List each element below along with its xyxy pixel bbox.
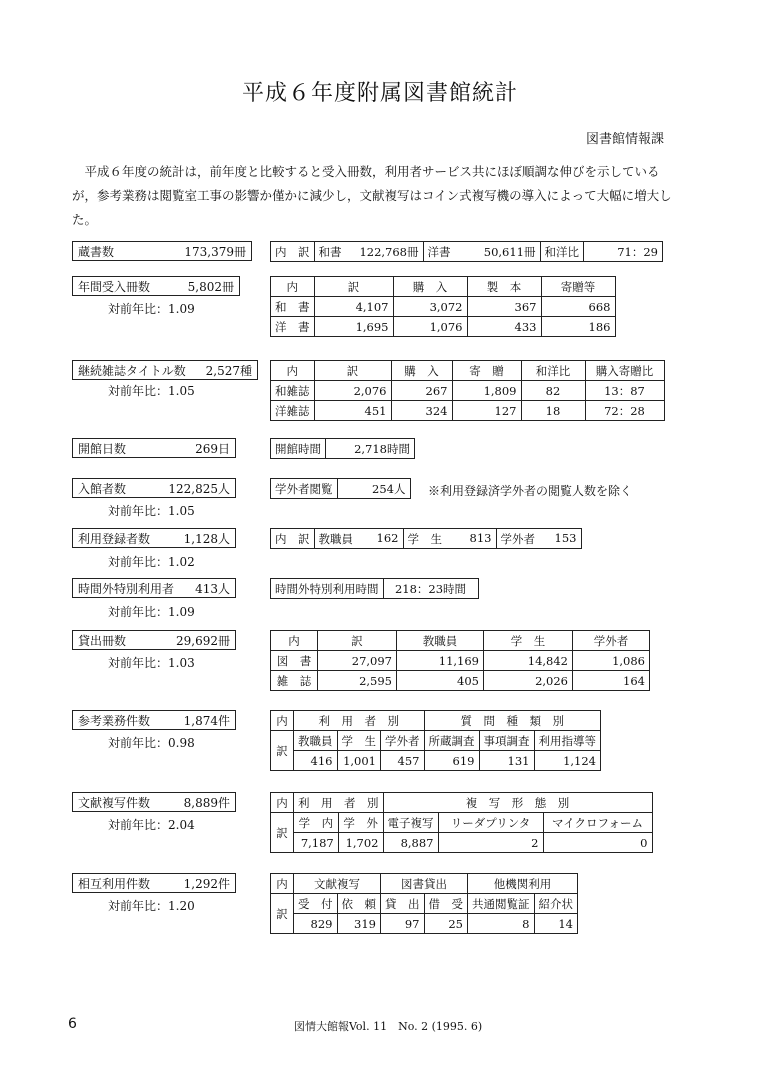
- table-cell: 14: [534, 914, 578, 934]
- header-cell: 購 入: [391, 361, 452, 381]
- holdings-breakdown-table: [270, 241, 663, 262]
- row-label: 洋 書: [271, 317, 315, 337]
- after-hours-time-label: 時間外特別利用時間: [271, 579, 384, 599]
- table-cell: 72：28: [585, 401, 664, 421]
- reference-yoy: 対前年比：0.98: [108, 736, 195, 750]
- header-cell: 受 付: [294, 894, 338, 914]
- table-cell: 319: [337, 914, 381, 934]
- table-cell: 131: [479, 751, 534, 771]
- table-cell: 1,124: [534, 751, 601, 771]
- table-cell: 416: [294, 751, 338, 771]
- page-title: 平成６年度附属図書館統計: [241, 81, 518, 106]
- header-cell: 所蔵調査: [424, 731, 479, 751]
- journals-box: [72, 360, 258, 380]
- yo-label: 洋書: [427, 244, 451, 259]
- table-cell: 8: [468, 914, 535, 934]
- group-header: 複 写 形 態 別: [383, 793, 652, 813]
- yo-value: 50,611冊: [483, 244, 536, 259]
- registered-yoy: 対前年比：1.02: [108, 555, 195, 569]
- row-label: 和雑誌: [271, 381, 315, 401]
- open-days-value: 269日: [195, 442, 230, 456]
- header-cell: 学外者: [573, 631, 650, 651]
- header-cell: 学 内: [294, 813, 339, 833]
- wa-value: 122,768冊: [359, 244, 419, 259]
- header-cell: 寄贈等: [541, 277, 615, 297]
- header-cell: 依 頼: [337, 894, 381, 914]
- reference-value: 1,874件: [183, 714, 230, 728]
- registered-label: 利用登録者数: [78, 532, 151, 546]
- journals-label: 継続雑誌タイトル数: [78, 364, 186, 378]
- staff-value: 162: [376, 530, 399, 545]
- header-cell: マイクロフォーム: [543, 813, 652, 833]
- journals-value: 2,527種: [205, 364, 252, 378]
- table-cell: 405: [397, 671, 484, 691]
- table-cell: 451: [314, 401, 391, 421]
- table-cell: 2,076: [314, 381, 391, 401]
- table-cell: 8,887: [383, 833, 438, 853]
- naiyaku-top: 内: [271, 711, 294, 731]
- group-header: 文献複写: [294, 874, 381, 894]
- copying-yoy: 対前年比：2.04: [108, 818, 195, 832]
- wa-cell: [314, 242, 423, 262]
- holdings-value: 173,379冊: [184, 245, 246, 259]
- reference-box: [72, 710, 236, 730]
- row-label: 雑 誌: [271, 671, 318, 691]
- open-hours-value: 2,718時間: [326, 439, 415, 459]
- after-hours-time-value: 218：23時間: [383, 579, 478, 599]
- table-cell: 619: [424, 751, 479, 771]
- table-cell: 433: [467, 317, 541, 337]
- department-name: 図書館情報課: [585, 132, 664, 147]
- header-cell: 学 生: [484, 631, 573, 651]
- ill-yoy: 対前年比：1.20: [108, 899, 195, 913]
- header-cell: 学外者: [381, 731, 425, 751]
- header-cell: 貸 出: [381, 894, 425, 914]
- loans-value: 29,692冊: [176, 634, 230, 648]
- staff-label: 教職員: [318, 531, 353, 546]
- registered-box: [72, 528, 236, 548]
- table-cell: 82: [521, 381, 585, 401]
- visitors-yoy: 対前年比：1.05: [108, 504, 195, 518]
- header-cell: 内: [271, 361, 315, 381]
- table-cell: 14,842: [484, 651, 573, 671]
- open-days-box: [72, 438, 236, 458]
- header-cell: 学 生: [337, 731, 381, 751]
- student-label: 学 生: [407, 531, 442, 546]
- after-hours-label: 時間外特別利用者: [78, 582, 175, 596]
- group-header: 図書貸出: [381, 874, 468, 894]
- ratio-value: 71：29: [584, 242, 663, 262]
- ratio-label: 和洋比: [540, 242, 584, 262]
- copying-table: [270, 792, 653, 853]
- visitors-note: ※利用登録済学外者の閲覧人数を除く: [428, 484, 633, 498]
- visitors-label: 入館者数: [78, 482, 127, 496]
- header-cell: 内: [271, 631, 318, 651]
- table-cell: 829: [294, 914, 338, 934]
- loans-box: [72, 630, 236, 650]
- naiyaku-bottom: 訳: [271, 731, 294, 771]
- registered-breakdown-table: [270, 528, 582, 549]
- table-cell: 186: [541, 317, 615, 337]
- table-cell: 367: [467, 297, 541, 317]
- group-header: 他機関利用: [468, 874, 578, 894]
- table-cell: 668: [541, 297, 615, 317]
- staff-cell: [314, 529, 403, 549]
- header-cell: 購入寄贈比: [585, 361, 664, 381]
- breakdown-header: 内 訳: [271, 529, 315, 549]
- visitors-box: [72, 478, 236, 498]
- after-hours-box: [72, 578, 236, 598]
- journals-yoy: 対前年比：1.05: [108, 384, 195, 398]
- table-cell: 164: [573, 671, 650, 691]
- header-cell: 訳: [318, 631, 397, 651]
- table-cell: 267: [391, 381, 452, 401]
- table-cell: 324: [391, 401, 452, 421]
- ill-value: 1,292件: [183, 877, 230, 891]
- table-cell: 1,086: [573, 651, 650, 671]
- table-cell: 1,809: [452, 381, 521, 401]
- yo-cell: [423, 242, 540, 262]
- group-header: 質 問 種 類 別: [424, 711, 601, 731]
- loans-table: [270, 630, 650, 691]
- table-cell: 27,097: [318, 651, 397, 671]
- wa-label: 和書: [318, 244, 342, 259]
- copying-label: 文献複写件数: [78, 796, 151, 810]
- external-value: 153: [554, 530, 577, 545]
- external-readers-value: 254人: [337, 479, 410, 499]
- header-cell: 寄 贈: [452, 361, 521, 381]
- table-cell: 25: [424, 914, 468, 934]
- table-cell: 457: [381, 751, 425, 771]
- header-cell: リーダプリンタ: [438, 813, 543, 833]
- row-label: 図 書: [271, 651, 318, 671]
- reference-label: 参考業務件数: [78, 714, 151, 728]
- table-cell: 18: [521, 401, 585, 421]
- student-value: 813: [469, 530, 492, 545]
- ill-box: [72, 873, 236, 893]
- acquisitions-table: [270, 276, 616, 337]
- header-cell: 教職員: [397, 631, 484, 651]
- student-cell: [403, 529, 496, 549]
- registered-value: 1,128人: [183, 532, 230, 546]
- acquisitions-value: 5,802冊: [187, 280, 234, 294]
- table-cell: 13：87: [585, 381, 664, 401]
- table-cell: 2,026: [484, 671, 573, 691]
- header-cell: 訳: [314, 361, 391, 381]
- naiyaku-bottom: 訳: [271, 813, 294, 853]
- header-cell: 購 入: [393, 277, 467, 297]
- external-cell: [496, 529, 581, 549]
- external-readers-label: 学外者閲覧: [271, 479, 338, 499]
- group-header: 利 用 者 別: [294, 793, 384, 813]
- external-readers-table: [270, 478, 411, 499]
- naiyaku-top: 内: [271, 793, 294, 813]
- open-hours-table: [270, 438, 415, 459]
- loans-yoy: 対前年比：1.03: [108, 656, 195, 670]
- header-cell: 紹介状: [534, 894, 578, 914]
- header-cell: 事項調査: [479, 731, 534, 751]
- reference-table: [270, 710, 601, 771]
- table-cell: 2,595: [318, 671, 397, 691]
- holdings-box: [72, 241, 252, 261]
- journals-table: [270, 360, 665, 421]
- header-cell: 学 外: [338, 813, 383, 833]
- acquisitions-box: [72, 276, 240, 296]
- group-header: 利 用 者 別: [294, 711, 425, 731]
- acquisitions-yoy: 対前年比：1.09: [108, 302, 195, 316]
- naiyaku-top: 内: [271, 874, 294, 894]
- header-cell: 訳: [314, 277, 393, 297]
- copying-box: [72, 792, 236, 812]
- breakdown-header: 内 訳: [271, 242, 315, 262]
- holdings-label: 蔵書数: [78, 245, 115, 259]
- after-hours-time-table: [270, 578, 479, 599]
- header-cell: 和洋比: [521, 361, 585, 381]
- table-cell: 1,695: [314, 317, 393, 337]
- visitors-value: 122,825人: [168, 482, 230, 496]
- table-cell: 0: [543, 833, 652, 853]
- open-hours-label: 開館時間: [271, 439, 326, 459]
- header-cell: 借 受: [424, 894, 468, 914]
- header-cell: 教職員: [294, 731, 338, 751]
- after-hours-yoy: 対前年比：1.09: [108, 605, 195, 619]
- copying-value: 8,889件: [183, 796, 230, 810]
- header-cell: 内: [271, 277, 315, 297]
- table-cell: 1,702: [338, 833, 383, 853]
- table-cell: 1,076: [393, 317, 467, 337]
- table-cell: 2: [438, 833, 543, 853]
- header-cell: 製 本: [467, 277, 541, 297]
- loans-label: 貸出冊数: [78, 634, 127, 648]
- ill-table: [270, 873, 578, 934]
- table-cell: 127: [452, 401, 521, 421]
- intro-paragraph: 平成６年度の統計は，前年度と比較すると受入冊数，利用者サービス共にほぼ順調な伸びを示しているが，参考業務は閲覧室工事の影響か僅かに減少し，文献複写はコイン式複写機の導入によって大幅に増大した。: [72, 164, 672, 227]
- row-label: 和 書: [271, 297, 315, 317]
- header-cell: 利用指導等: [534, 731, 601, 751]
- table-cell: 4,107: [314, 297, 393, 317]
- after-hours-value: 413人: [195, 582, 230, 596]
- header-cell: 電子複写: [383, 813, 438, 833]
- header-cell: 共通閲覧証: [468, 894, 535, 914]
- external-label: 学外者: [500, 531, 535, 546]
- journal-citation: 図情大館報Vol. 11 No. 2 (1995. 6): [294, 1020, 483, 1033]
- open-days-label: 開館日数: [78, 442, 127, 456]
- table-cell: 3,072: [393, 297, 467, 317]
- table-cell: 97: [381, 914, 425, 934]
- table-cell: 1,001: [337, 751, 381, 771]
- acquisitions-label: 年間受入冊数: [78, 280, 151, 294]
- page-number: 6: [68, 1016, 77, 1032]
- row-label: 洋雑誌: [271, 401, 315, 421]
- ill-label: 相互利用件数: [78, 877, 151, 891]
- naiyaku-bottom: 訳: [271, 894, 294, 934]
- table-cell: 7,187: [294, 833, 339, 853]
- table-cell: 11,169: [397, 651, 484, 671]
